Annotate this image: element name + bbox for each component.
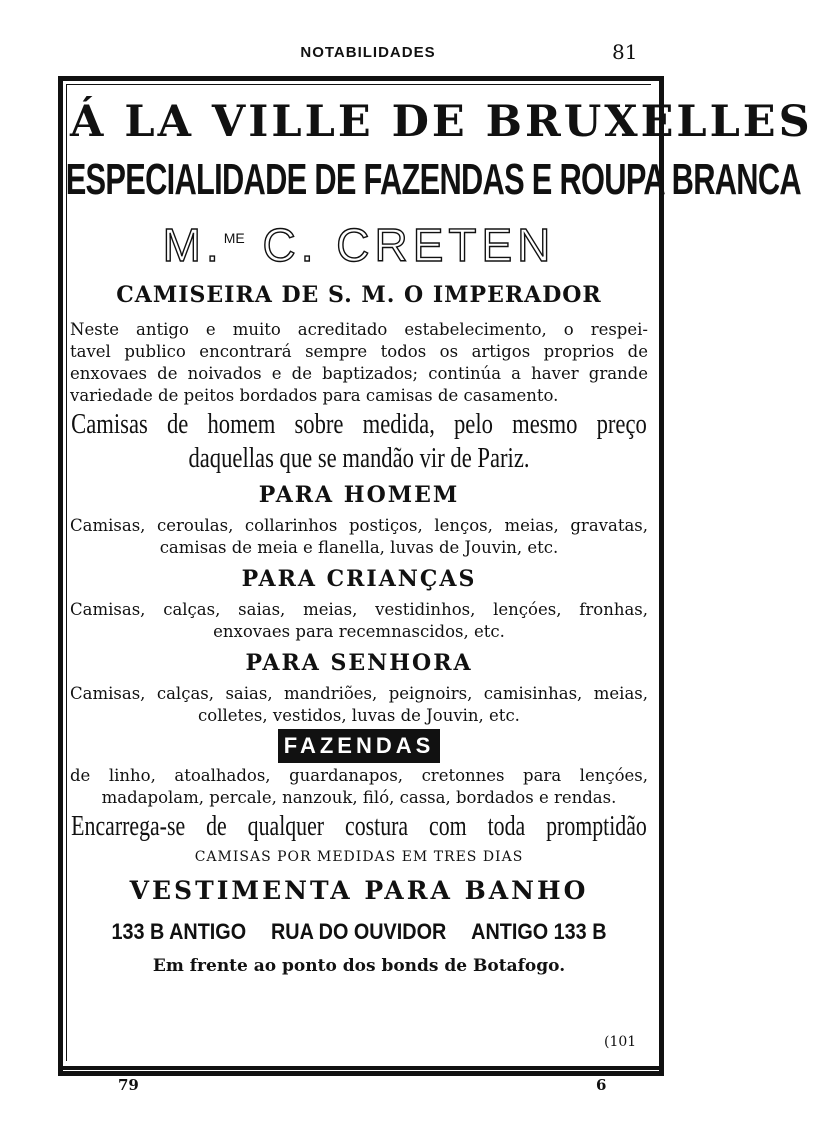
advertisement (65, 88, 813, 981)
intro-line: variedade de peitos bordados para camisas de casamento. (70, 386, 559, 405)
fabrics-items (70, 765, 648, 809)
ladies-item-line: colletes, vestidos, luvas de Jouvin, etc. (198, 706, 520, 725)
intro-paragraph (70, 319, 648, 407)
ladies-item-line: Camisas, calças, saias, mandriões, peignoirs, camisinhas, meias, (70, 684, 648, 703)
fabrics-heading: FAZENDAS (278, 729, 441, 763)
proprietor-name: C. CRETEN (262, 219, 556, 271)
children-item-line: Camisas, calças, saias, meias, vestidinhos, lençóes, fronhas, (70, 600, 648, 619)
proprietor-sup: ME (223, 230, 245, 246)
shirts-line: Camisas de homem sobre medida, pelo mesmo preço (71, 408, 647, 440)
address-number-left: 133 B ANTIGO (111, 919, 247, 944)
running-header: NOTABILIDADES (300, 44, 436, 61)
shirts-line: daquellas que se mandão vir de Pariz. (188, 442, 530, 474)
bath-line: VESTIMENTA PARA BANHO (129, 876, 589, 905)
ladies-items (70, 683, 648, 727)
address-line (99, 913, 619, 951)
address-number-right: ANTIGO 133 B (471, 919, 607, 944)
proprietor-prefix: M. (162, 219, 224, 271)
intro-line: tavel publico encontrará sempre todos os artigos proprios de (70, 342, 648, 361)
royal-title: CAMISEIRA DE S. M. O IMPERADOR (116, 282, 602, 308)
intro-line: enxovaes de noivados e de baptizados; continúa a haver grande (70, 364, 648, 383)
children-items (70, 599, 648, 643)
specialty-line: ESPECIALIDADE DE FAZENDAS E ROUPA BRANCA (65, 155, 801, 204)
measure-line: CAMISAS POR MEDIDAS EM TRES DIAS (194, 849, 524, 865)
footer-right-number: 6 (596, 1076, 607, 1094)
address-street: RUA DO OUVIDOR (270, 919, 447, 944)
sewing-line: Encarrega-se de qualquer costura com toda promptidão (71, 811, 647, 842)
men-items (70, 515, 648, 559)
men-heading: PARA HOMEM (258, 482, 460, 508)
page-number: 81 (612, 40, 638, 64)
children-heading: PARA CRIANÇAS (241, 566, 477, 592)
men-item-line: Camisas, ceroulas, collarinhos postiços, lenços, meias, gravatas, (70, 516, 648, 535)
landmark-line: Em frente ao ponto dos bonds de Botafogo. (152, 956, 566, 976)
men-item-line: camisas de meia e flanella, luvas de Jouvin, etc. (159, 538, 559, 557)
intro-line: Neste antigo e muito acreditado estabelecimento, o respei- (70, 320, 648, 339)
store-name: Á LA VILLE DE BRUXELLES (70, 97, 813, 147)
ladies-heading: PARA SENHORA (245, 650, 473, 676)
children-item-line: enxovaes para recemnascidos, etc. (213, 622, 505, 641)
proprietor-line (70, 210, 648, 273)
bottom-rule (58, 1066, 664, 1070)
ad-reference: (101 (604, 1034, 637, 1050)
footer-left-number: 79 (118, 1076, 139, 1094)
fabrics-item-line: madapolam, percale, nanzouk, filó, cassa, bordados e rendas. (101, 788, 617, 807)
fabrics-item-line: de linho, atoalhados, guardanapos, cretonnes para lençóes, (70, 766, 648, 785)
